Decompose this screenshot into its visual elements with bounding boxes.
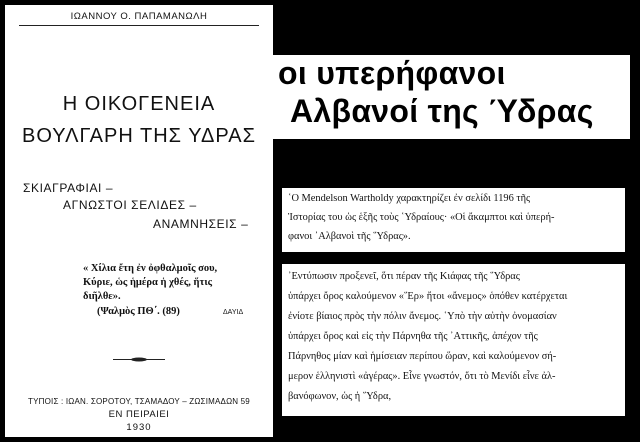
ornament-icon: [113, 357, 165, 362]
text-line: φανοι ᾿Αλβανοὶ τῆς ῞Υδρας».: [288, 231, 411, 242]
text-line: ᾿Εντύπωσιν προξενεῖ, ὅτι πέραν τῆς Κιάφας τῆς ῞Υδρας: [288, 271, 520, 282]
text-line: βανόφωνον, ὡς ἡ ῞Υδρα,: [288, 391, 392, 402]
text-line: ῾Ο Mendelson Wartholdy χαρακτηρίζει ἐν σελίδι 1196 τῆς: [288, 193, 531, 204]
cover-subtitle-line2: ΑΓΝΩΣΤΟΙ ΣΕΛΙΔΕΣ –: [63, 198, 197, 212]
cover-quote-line2: Κύριε, ὡς ἡμέρα ἡ χθές, ἥτις: [83, 277, 213, 288]
text-line: μερον ἑλληνιστὶ «ἀγέρας». Εἶνε γνωστόν, ὅτι τὸ Μενίδι εἶνε ἀλ-: [288, 371, 556, 382]
cover-quote-line1: « Χίλια ἔτη ἐν ὀφθαλμοῖς σου,: [83, 263, 218, 274]
cover-year: 1930: [126, 422, 152, 433]
cover-author: ΙΩΑΝΝΟΥ Ο. ΠΑΠΑΜΑΝΩΛΗ: [70, 11, 208, 22]
cover-subtitle-line3: ΑΝΑΜΝΗΣΕΙΣ –: [153, 217, 249, 231]
text-line: ὑπάρχει ὄρος καλούμενον «῞Ερ» ἤτοι «ἄνεμος» ὁπόθεν κατέρχεται: [288, 291, 568, 302]
cover-quote-line3: διῆλθε».: [83, 291, 121, 302]
cover-quote-source: (Ψαλμὸς ΠΘ΄. (89): [97, 306, 180, 317]
book-cover: [5, 5, 273, 437]
cover-quote-author: ΔΑΥΙΔ: [223, 309, 244, 316]
text-line: Πάρνηθος μίαν καὶ ἡμίσειαν περίπου ὥραν, καὶ καλούμενον σή-: [288, 351, 557, 362]
headline-line1: οι υπερήφανοι: [278, 55, 506, 91]
text-line: Ἱστορίας του ὡς ἑξῆς τοὺς ῾Υδραίους· «Οἱ ἄκαμπτοι καὶ ὑπερή-: [288, 212, 555, 223]
cover-title-line1: Η ΟΙΚΟΓΕΝΕΙΑ: [62, 93, 216, 115]
text-block-1: [282, 188, 625, 252]
headline-box: [270, 55, 630, 139]
text-line: ὑπάρχει ὄρος καὶ εἰς τὴν Πάρνηθα τῆς ᾿Αττικῆς, ἀπέχον τῆς: [288, 331, 538, 342]
text-line: ἐνίοτε βίαιος πρὸς τὴν πόλιν ἄνεμος. ῾Υπὸ τὴν αὐτὴν ὀνομασίαν: [288, 311, 557, 322]
cover-top-rule: [19, 25, 259, 26]
cover-city: ΕΝ ΠΕΙΡΑΙΕΙ: [108, 409, 170, 420]
text-block-2: [282, 264, 625, 416]
cover-title-line2: ΒΟΥΛΓΑΡΗ ΤΗΣ ΥΔΡΑΣ: [22, 125, 256, 147]
cover-subtitle-line1: ΣΚΙΑΓΡΑΦΙΑΙ –: [23, 181, 114, 195]
headline-line2: Αλβανοί της Ύδρας: [290, 93, 594, 129]
cover-printer: ΤΥΠΟΙΣ : ΙΩΑΝ. ΣΟΡΟΤΟΥ, ΤΣΑΜΑΔΟΥ – ΖΩΣΙΜΑΔΩΝ 59: [28, 397, 250, 406]
